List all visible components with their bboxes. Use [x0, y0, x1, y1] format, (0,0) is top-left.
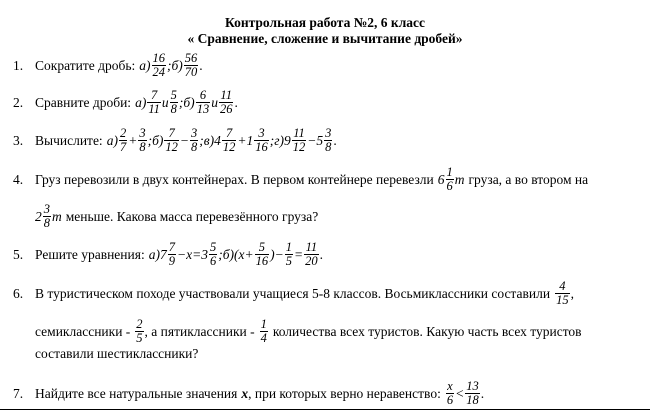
task-text: количества всех туристов. Какую часть всех туристов	[272, 323, 582, 339]
minus-sign: −	[179, 132, 189, 148]
paren-open: (	[234, 246, 239, 262]
task-number: 2.	[13, 94, 24, 110]
task-text: груза, а во втором на	[468, 171, 589, 187]
period: .	[319, 246, 323, 262]
mixed-number: 5 $\frac{3}{8}$	[316, 126, 332, 154]
task-6	[13, 280, 644, 307]
task-text: Груз перевозили в двух контейнерах. В первом контейнере перевезли	[35, 171, 434, 187]
mixed-number: 1 $\frac{3}{16}$	[246, 126, 268, 154]
task-7	[13, 380, 644, 407]
task-number: 4.	[13, 171, 24, 187]
fraction: $\frac{7}{12}$	[165, 126, 178, 154]
task-4	[13, 166, 644, 193]
variable-x: x	[238, 246, 245, 262]
equals-sign: =	[192, 246, 202, 262]
plus-sign: +	[237, 132, 247, 148]
label-v: в)	[203, 132, 215, 148]
task-number: 6.	[13, 285, 24, 301]
task-text: В туристическом походе участвовали учащиеся 5-8 классов. Восьмиклассники составили	[35, 285, 551, 301]
minus-sign: −	[274, 246, 284, 262]
task-3	[13, 127, 644, 154]
fraction: $\frac{3}{8}$	[190, 126, 198, 154]
period: .	[480, 385, 485, 401]
task-text: Вычислите:	[35, 132, 103, 148]
comma: ,	[570, 285, 574, 301]
task-6-continued	[35, 346, 644, 362]
paren-close: )	[270, 246, 275, 262]
task-text: меньше. Какова масса перевезённого груза?	[65, 208, 319, 224]
task-6-continued	[35, 318, 644, 345]
separator: ;	[178, 94, 184, 110]
label-a: а)	[135, 94, 147, 110]
separator: ;	[167, 57, 172, 73]
task-text: Сократите дробь:	[35, 57, 136, 73]
bottom-divider	[0, 409, 650, 410]
period: .	[333, 132, 337, 148]
period: .	[199, 57, 203, 73]
fraction: $\frac{6}{13}$	[196, 88, 210, 116]
task-text: Решите уравнения:	[35, 246, 145, 262]
fraction: $\frac{7}{11}$	[148, 88, 160, 116]
task-1	[13, 52, 644, 79]
label-a: а)	[148, 246, 160, 262]
tonnes-unit: т	[454, 171, 465, 187]
label-g: г)	[274, 132, 284, 148]
plus-sign: +	[244, 246, 254, 262]
separator: ;	[218, 246, 223, 262]
fraction: $\frac{16}{24}$	[152, 51, 165, 79]
task-number: 1.	[13, 57, 24, 73]
task-5	[13, 241, 644, 268]
fraction: $\frac{13}{18}$	[466, 379, 479, 407]
page-subtitle: « Сравнение, сложение и вычитание дробей»	[187, 31, 463, 46]
fraction: $\frac{5}{8}$	[170, 88, 177, 116]
separator: ;	[147, 132, 153, 148]
label-b: б)	[152, 132, 164, 148]
plus-sign: +	[128, 132, 138, 148]
task-number: 7.	[13, 385, 24, 401]
fraction: $\frac{4}{15}$	[556, 279, 569, 307]
variable-x: x	[186, 246, 193, 262]
mixed-number: 7 $\frac{7}{9}$	[159, 240, 175, 268]
minus-sign: −	[176, 246, 187, 262]
label-b: б)	[222, 246, 234, 262]
mixed-number: 2 $\frac{3}{8}$	[35, 202, 50, 230]
mixed-number: 4 $\frac{7}{12}$	[214, 126, 236, 154]
mixed-number: 3 $\frac{5}{6}$	[201, 240, 217, 268]
fraction: $\frac{2}{7}$	[119, 126, 127, 154]
period: .	[234, 94, 238, 110]
variable-x: x	[241, 385, 249, 401]
task-text: , а пятиклассники -	[144, 323, 255, 339]
task-2	[13, 89, 644, 116]
fraction: $\frac{1}{5}$	[285, 240, 292, 268]
task-text: Сравните дроби:	[35, 94, 132, 110]
task-number: 5.	[13, 246, 24, 262]
task-text: семиклассники -	[35, 323, 131, 339]
task-4-continued	[35, 203, 644, 230]
minus-sign: −	[307, 132, 317, 148]
fraction: $\frac{2}{5}$	[136, 317, 143, 345]
separator: ;	[269, 132, 275, 148]
fraction: $\frac{11}{20}$	[305, 240, 318, 268]
and-word: и	[211, 94, 218, 110]
label-a: а)	[106, 132, 118, 148]
task-text: составили шестиклассники?	[35, 346, 199, 361]
mixed-number: 6 $\frac{1}{6}$	[437, 165, 453, 193]
equals-sign: =	[294, 246, 304, 262]
separator: ;	[199, 132, 204, 148]
fraction: $\frac{x}{6}$	[446, 379, 454, 407]
mixed-number: 9 $\frac{11}{12}$	[283, 126, 306, 154]
fraction: $\frac{11}{26}$	[219, 88, 233, 116]
label-b: б)	[171, 57, 183, 73]
task-text: , при которых верно неравенство:	[248, 385, 441, 401]
tonnes-unit: т	[52, 208, 62, 224]
fraction: $\frac{1}{4}$	[260, 317, 267, 345]
label-b: б)	[183, 94, 195, 110]
less-than-sign: <	[455, 385, 465, 401]
fraction: $\frac{5}{16}$	[255, 240, 269, 268]
fraction: $\frac{3}{8}$	[139, 126, 146, 154]
and-word: и	[161, 94, 169, 110]
label-a: а)	[139, 57, 151, 73]
page-title: Контрольная работа №2, 6 класс	[224, 15, 426, 30]
task-number: 3.	[13, 132, 24, 148]
fraction: $\frac{56}{70}$	[184, 51, 198, 79]
task-text: Найдите все натуральные значения	[35, 385, 238, 401]
